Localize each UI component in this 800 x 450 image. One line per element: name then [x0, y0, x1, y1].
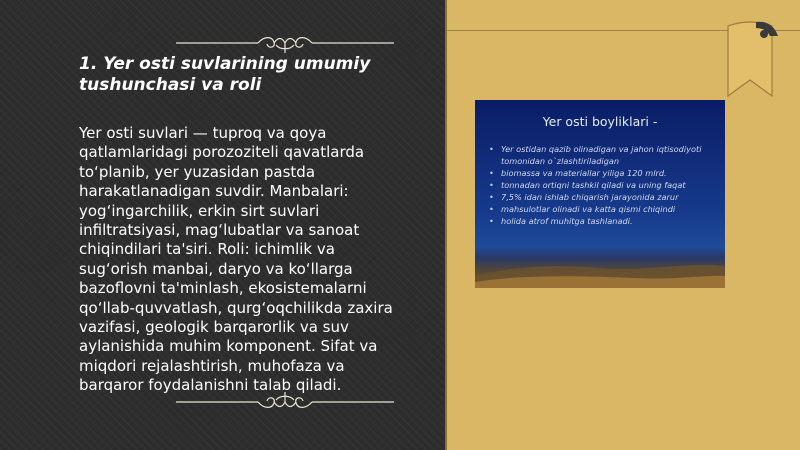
- list-item: • biomassa va materiallar yiliga 120 mlrd.: [489, 167, 719, 179]
- slide-body-text: Yer osti suvlari — tuproq va qoya qatlamlaridagi porozoziteli qavatlarda to‘planib, yer yuzasidan pastda harakatlanadigan suvdir. Manbalari: yog‘ingarchilik, erkin sirt suvlari infiltratsiyasi, mag‘lubatlar va sanoat chiqindilari ta'siri. Roli: ichimlik va sug‘orish manbai, daryo va ko‘llarga bazoflovni ta'minlash, ekosistemalarni qo‘llab-quvvatlash, qurg‘oqchilikda zaxira vazifasi, geologik barqarorlik va suv aylanishida muhim komponent. Sifat va miqdori rejalashtirish, muhofaza va barqaror foydalanishni talab qiladi.: [79, 124, 393, 395]
- panel-divider: [445, 0, 447, 450]
- hills-illustration: [475, 248, 725, 288]
- list-item: • Yer ostidan qazib olinadigan va jahon iqtisodiyoti tomonidan o`zlashtiriladigan: [489, 143, 719, 167]
- slide-title: 1. Yer osti suvlarining umumiy tushunchasi va roli: [79, 54, 371, 95]
- list-item: • tonnadan ortiqni tashkil qiladi va uning faqat: [489, 179, 719, 191]
- ornament-divider-bottom: [176, 392, 394, 412]
- embedded-image-list: [489, 143, 719, 227]
- bookmark-ribbon-icon: [720, 20, 780, 98]
- ornament-divider-top: [176, 33, 394, 53]
- list-item: • mahsulotlar olinadi va katta qismi chiqindi: [489, 203, 719, 215]
- list-item: • holida atrof muhitga tashlanadi.: [489, 215, 719, 227]
- embedded-slide-image: [475, 100, 725, 288]
- embedded-image-title: Yer osti boyliklari -: [542, 114, 658, 129]
- list-item: • 7,5% idan ishlab chiqarish jarayonida zarur: [489, 191, 719, 203]
